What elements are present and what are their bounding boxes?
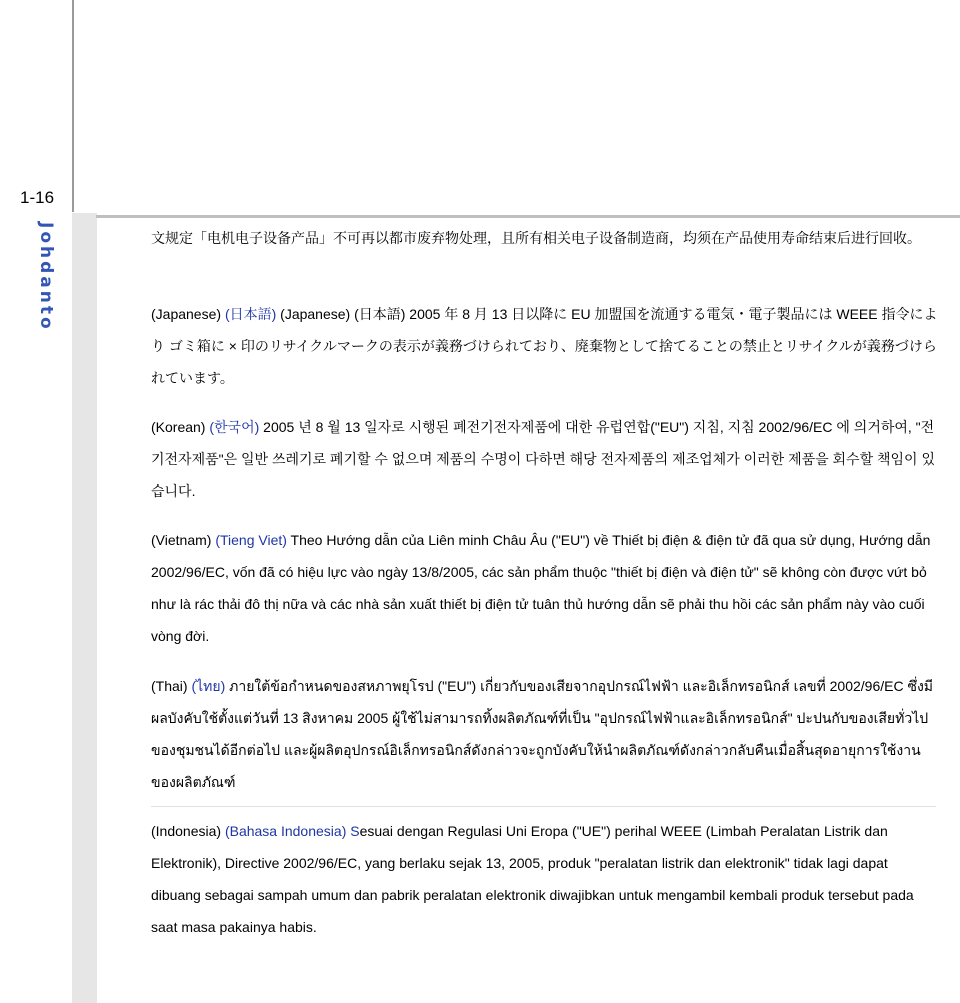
sidebar-bar: [72, 213, 97, 1003]
thai-tag: (ไทย): [191, 678, 226, 694]
japanese-body: (Japanese) (日本語) 2005 年 8 月 13 日以降に EU 加盟国を流通する電気・電子製品には WEEE 指令により ゴミ箱に × 印のリサイクルマークの表示が義務づけられており、廃棄物として捨てることの禁止とリサイクルが義務づけられています。: [151, 306, 938, 386]
korean-paragraph: [151, 411, 941, 507]
vietnamese-text: [151, 524, 941, 652]
japanese-paragraph: [151, 298, 941, 394]
indonesian-tag: (Bahasa Indonesia) S: [224, 823, 360, 839]
vietnamese-body: Theo Hướng dẫn của Liên minh Châu Âu ("EU") về Thiết bị điện & điện tử đã qua sử dụng, Hướng dẫn 2002/96/EC, vốn đã có hiệu lực vào ngày 13/8/2005, các sản phẩm thuộc "thiết bị điện và điện tử" sẽ không còn được vứt bỏ như là rác thải đô thị nữa và các nhà sản xuất thiết bị điện tử tuân thủ hướng dẫn sẽ phải thu hồi các sản phẩm này vào cuối vòng đời.: [151, 532, 931, 644]
chinese-paragraph: [151, 222, 941, 254]
japanese-prefix: (Japanese): [151, 306, 225, 322]
thai-prefix: (Thai): [151, 678, 192, 694]
korean-prefix: (Korean): [151, 419, 210, 435]
top-rule: [72, 0, 74, 212]
indonesian-text: [151, 815, 941, 943]
korean-body: 2005 년 8 월 13 일자로 시행된 폐전기전자제품에 대한 유럽연합("EU") 지침, 지침 2002/96/EC 에 의거하여, "전기전자제품"은 일반 쓰레기로 폐기할 수 없으며 제품의 수명이 다하면 해당 전자제품의 제조업체가 이러한 제품을 회수할 책임이 있습니다.: [151, 419, 935, 499]
vietnamese-paragraph: [151, 524, 941, 652]
korean-tag: (한국어): [209, 419, 260, 435]
vietnamese-prefix: (Vietnam): [151, 532, 216, 548]
indonesian-prefix: (Indonesia): [151, 823, 225, 839]
thai-body: ภายใต้ข้อกำหนดของสหภาพยุโรป ("EU") เกี่ยวกับของเสียจากอุปกรณ์ไฟฟ้า และอิเล็กทรอนิกส์ เลขที่ 2002/96/EC ซึ่งมีผลบังคับใช้ตั้งแต่วันที่ 13 สิงหาคม 2005 ผู้ใช้ไม่สามารถทิ้งผลิตภัณฑ์ที่เป็น "อุปกรณ์ไฟฟ้าและอิเล็กทรอนิกส์" ปะปนกับของเสียทั่วไปของชุมชนได้อีกต่อไป และผู้ผลิตอุปกรณ์อิเล็กทรอนิกส์ดังกล่าวจะถูกบังคับให้นำผลิตภัณฑ์ดังกล่าวกลับคืนเมื่อสิ้นสุดอายุการใช้งานของผลิตภัณฑ์: [151, 678, 934, 790]
page-number: 1-16: [20, 188, 55, 207]
japanese-tag: (日本語): [224, 306, 277, 322]
section-divider: [151, 806, 936, 807]
sidebar-brand: Johdanto: [36, 222, 56, 332]
vietnamese-tag: (Tieng Viet): [215, 532, 287, 548]
indonesian-paragraph: [151, 815, 941, 943]
chinese-text: 文规定「电机电子设备产品」不可再以都市废弃物处理，且所有相关电子设备制造商，均须在产品使用寿命结束后进行回收。: [151, 230, 921, 246]
header-rule: [96, 215, 960, 218]
thai-paragraph: [151, 670, 941, 798]
korean-text: [151, 411, 941, 507]
thai-text: [151, 670, 941, 798]
indonesian-body: esuai dengan Regulasi Uni Eropa ("UE") perihal WEEE (Limbah Peralatan Listrik dan Elektronik), Directive 2002/96/EC, yang berlaku sejak 13, 2005, produk "peralatan listrik dan elektronik" tidak lagi dapat dibuang sebagai sampah umum dan pabrik peralatan elektronik diwajibkan untuk mengambil kembali produk tersebut pada saat masa pakainya habis.: [151, 823, 914, 935]
japanese-text: [151, 298, 941, 394]
